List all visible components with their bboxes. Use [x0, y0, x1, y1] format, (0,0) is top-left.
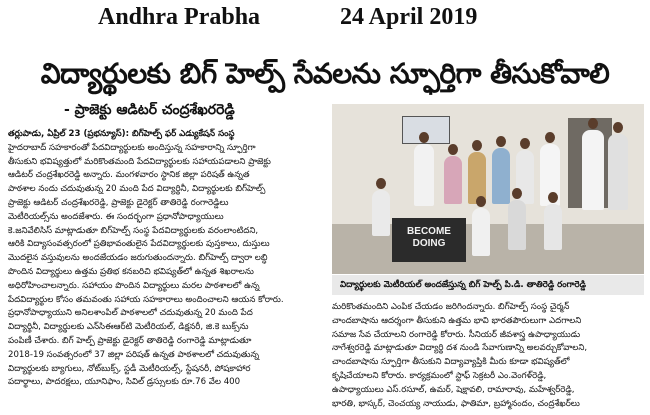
body-line: ప్రధానోపాధ్యాయుని అనిలశాంపిల్ పాఠశాలలో చదువుతున్న 20 మంది పేద	[8, 308, 253, 319]
body-line: చాందబాషాను ఆదర్శంగా తీసుకుని ఉత్తమ భావి భారతపౌరులుగా ఎదగాలని	[332, 315, 582, 326]
body-line: చాందబాషాను స్ఫూర్తిగా తీసుకుని విద్యావ్యాప్తికి మీరు కూడా భవిష్యత్‌లో	[332, 357, 570, 368]
body-line: విద్యార్థినీ, విద్యార్థులకు ఎన్‌సిఈఆర్‌టి మెటీరియల్, డిక్షనరీ, జి.కె బుక్స్‌ను	[8, 322, 249, 333]
body-line: ఆడిటర్ చంద్రశేఖరరెడ్డి అన్నారు. మంగళవారం స్థానిక జిల్లా పరిషత్ ఉన్నత	[8, 170, 250, 181]
masthead	[0, 4, 650, 34]
student-head	[376, 178, 386, 189]
body-line: పొందిన విద్యార్థులు ఉత్తమ ప్రతిభ కనబరిచి భవిష్యత్‌లో ఉన్నత శిఖరాలను	[8, 266, 254, 277]
person-figure	[414, 144, 434, 206]
body-line: హైదరాబాద్ సహకారంతో పేదవిద్యార్థులకు అందిస్తున్న సహకారాన్ని స్ఫూర్తిగా	[8, 142, 256, 153]
person-head	[588, 118, 598, 129]
body-line: తీసుకుని భవిష్యత్తులో మరికొంతమంది పేదవిద్యార్థులకు సహాయపడాలని ప్రాజెక్టు	[8, 156, 271, 167]
body-line: పాఠశాల నందు చదువుతున్న 20 మంది పేద విద్యార్థినీ, విద్యార్థులకు బిగ్‌హెల్ప్	[8, 184, 266, 195]
body-line: 2018-19 సంవత్సరంలో 37 జిల్లా పరిషత్ ఉన్నత పాఠశాలలో చదువుతున్న	[8, 349, 260, 360]
article-byline: - ప్రాజెక్టు ఆడిటర్ చంద్రశేఖరరెడ్డి	[64, 102, 235, 118]
news-photo	[332, 104, 644, 274]
body-line: మరికొంతమందిని ఎంపిక చేయడం జరిగిందన్నారు. బిగ్‌హెల్ప్ సంస్థ చైర్మన్	[332, 302, 570, 312]
person-head	[419, 132, 429, 143]
student-figure	[544, 204, 562, 250]
newspaper-name: Andhra Prabha	[98, 4, 261, 30]
article-body-right-column	[332, 301, 644, 413]
student-head	[548, 192, 558, 203]
body-line: సమాజ సేవ చేయాలని రంగారెడ్డి కోరారు. సీనియర్ జీవశాస్త్ర ఉపాధ్యాయుడు	[332, 329, 581, 340]
person-figure	[608, 134, 628, 210]
person-head	[545, 132, 555, 143]
article-body-left-column	[8, 128, 326, 412]
body-line: పేదవిద్యార్థుల కోసం తమవంతు సహాయ సహకారాలు అందించాలని ఆయన కోరారు.	[8, 294, 284, 305]
publication-date: 24 April 2019	[340, 4, 478, 30]
person-head	[496, 136, 506, 147]
student-head	[476, 196, 486, 207]
person-head	[613, 122, 623, 133]
photo-caption: విద్యార్థులకు మెటీరియల్ అందజేస్తున్న బిగ్ హెల్ప్ పి.డి. తాతిరెడ్డి రంగారెడ్డి	[332, 275, 644, 295]
body-line: కృషిచేయాలని కోరారు. కార్యక్రమంలో స్టాఫ్ సెక్రటరీ ఎం.వెంగళ్‌రెడ్డి,	[332, 370, 547, 381]
body-line: మొదలైన వస్తువులను అందజేయడం జరుగుతుందన్నారు. బిగ్‌హెల్ప్ ద్వారా లబ్ధి	[8, 253, 268, 264]
person-figure	[492, 148, 510, 204]
student-figure	[372, 190, 390, 236]
student-figure	[508, 200, 526, 250]
person-head	[520, 138, 530, 149]
body-line: కె.జనివేలిసిస్ మాట్లాడుతూ బిగ్‌హెల్ప్ సంస్థ పేదవిద్యార్థులకు వరంలాంటిదని,	[8, 225, 259, 236]
photo-sign: BECOME DOING	[392, 218, 466, 262]
body-line: విద్యార్థులకు బ్యాగులు, నోట్‌బుక్స్, స్టడీ మెటీరియల్స్, స్టేషనరీ, పోషకాహార	[8, 363, 251, 374]
article-headline: విద్యార్థులకు బిగ్ హెల్ప్ సేవలను స్ఫూర్తిగా తీసుకోవాలి	[40, 57, 610, 90]
body-line: తర్లుపాడు, ఏప్రిల్ 23 (ప్రభన్యూస్): బిగ్‌హెల్ప్ ఫర్ ఎడ్యుకేషన్ సంస్థ	[8, 129, 235, 139]
body-line: అధిరోహించాలన్నారు. సహాయం పొందిన విద్యార్థులు మరల పాఠశాలలో ఉన్న	[8, 280, 260, 291]
body-line: ఉపాధ్యాయులు ఎస్.రసూల్, ఉమర్, షెక్షావలి, రామారావు, మహేశ్వర్‌రెడ్డి,	[332, 384, 575, 395]
body-line: భారతి, భాస్కర్, చెంచయ్య నాయుడు, ఫాతిమా, బ్రహ్మానందం, చంద్రశేఖర్‌లు	[332, 398, 580, 409]
body-line: ప్రాజెక్టు ఆడిటర్ చంద్రశేఖరరెడ్డి, ప్రాజెక్టు డైరెక్టర్ తాతిరెడ్డి రంగారెడ్డిలు	[8, 197, 229, 208]
body-line: పదార్థాలు, పాదరక్షలు, యూనిఫాం, సివిల్ డ్రస్సులకు రూ.76 వేల 400	[8, 377, 241, 388]
person-head	[472, 140, 482, 151]
person-head	[448, 144, 458, 155]
body-line: మెటీరియల్స్‌ను అందజేశారు. ఈ సందర్భంగా ప్రధానోపాధ్యాయులు	[8, 211, 224, 222]
body-line: ఆరికి విద్యాసంవత్సరంలో ప్రతిభావంతులైన పేదవిద్యార్థులకు పుస్తకాలు, దుస్తులు	[8, 239, 270, 250]
body-line: నాగేశ్వరరెడ్డి మాట్లాడుతూ విద్యార్థి దశ నుండి సేవాగుణాన్ని అలవర్చుకోవాలని,	[332, 343, 588, 354]
body-line: పంపిణీ చేశారు. బిగ్ హెల్ప్ ప్రాజెక్టు డైరెక్టర్ తాతిరెడ్డి రంగారెడ్డి మాట్లాడుతూ	[8, 335, 252, 346]
student-head	[512, 188, 522, 199]
person-figure	[582, 130, 604, 210]
student-figure	[472, 208, 490, 256]
person-figure	[444, 156, 462, 204]
